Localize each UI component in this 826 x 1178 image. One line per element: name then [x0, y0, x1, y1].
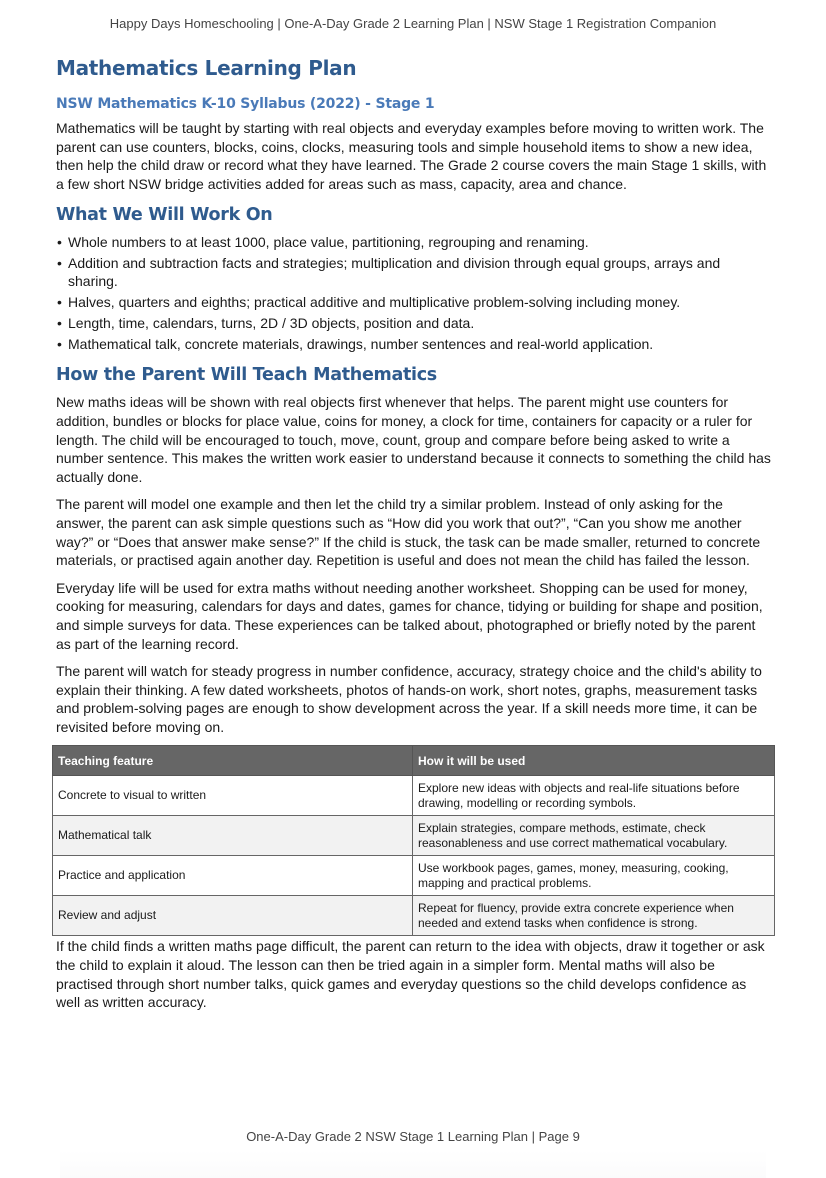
use-cell: Explore new ideas with objects and real-life situations before drawing, modelling or recording symbols.	[413, 776, 775, 816]
teach-paragraph: The parent will watch for steady progress in number confidence, accuracy, strategy choice and the child's ability to explain their thinking. A few dated worksheets, photos of hands-on work, short notes, graphs, measurement tasks and problem-solving pages are enough to show development across the year. If a skill needs more time, it can be revisited before moving on.	[56, 663, 762, 735]
feature-cell: Review and adjust	[53, 896, 413, 936]
intro-paragraph: Mathematics will be taught by starting with real objects and everyday examples before moving to written work. The parent can use counters, blocks, coins, clocks, measuring tools and simple household items to show a new idea, then help the child draw or record what they have learned. The Grade 2 course covers the main Stage 1 skills, with a few short NSW bridge activities added for areas such as mass, capacity, area and chance.	[56, 120, 767, 192]
column-header-feature: Teaching feature	[53, 746, 413, 776]
table-row	[53, 856, 775, 896]
page-header: Happy Days Homeschooling | One-A-Day Grade 2 Learning Plan | NSW Stage 1 Registration Companion	[109, 16, 717, 31]
teach-paragraph: New maths ideas will be shown with real objects first whenever that helps. The parent might use counters for addition, bundles or blocks for place value, coins for money, a clock for time, containers for capacity or a ruler for length. The child will be encouraged to touch, move, count, group and compare before being asked to write a number sentence. This makes the written work easier to understand because it connects to something the child has actually done.	[56, 394, 771, 485]
page-title: Mathematics Learning Plan	[56, 56, 357, 80]
teaching-feature-table	[52, 745, 775, 936]
table-row	[53, 816, 775, 856]
footer-band	[60, 1150, 766, 1178]
use-cell: Explain strategies, compare methods, estimate, check reasonableness and use correct mathematical vocabulary.	[413, 816, 775, 856]
work-on-heading: What We Will Work On	[56, 205, 273, 226]
list-item: • Halves, quarters and eighths; practical additive and multiplicative problem-solving including money.	[56, 293, 772, 311]
page-footer: One-A-Day Grade 2 NSW Stage 1 Learning Plan | Page 9	[246, 1129, 580, 1144]
table-header-row	[53, 746, 775, 776]
column-header-use: How it will be used	[413, 746, 775, 776]
teach-paragraph: The parent will model one example and then let the child try a similar problem. Instead of only asking for the answer, the parent can ask simple questions such as “How did you work that out?”, “Can you show me another way?” or “Does that answer make sense?” If the child is stuck, the task can be made smaller, returned to concrete materials, or practised again another day. Repetition is useful and does not mean the child has failed the lesson.	[56, 496, 761, 569]
list-item: • Addition and subtraction facts and strategies; multiplication and division through equal groups, arrays and sharing.	[56, 254, 772, 290]
page-content	[56, 56, 772, 1021]
list-item: • Length, time, calendars, turns, 2D / 3D objects, position and data.	[56, 314, 772, 332]
syllabus-subtitle: NSW Mathematics K-10 Syllabus (2022) - Stage 1	[56, 96, 435, 112]
table-row	[53, 896, 775, 936]
use-cell: Use workbook pages, games, money, measuring, cooking, mapping and practical problems.	[413, 856, 775, 896]
closing-paragraph: If the child finds a written maths page difficult, the parent can return to the idea with objects, draw it together or ask the child to explain it aloud. The lesson can then be tried again in a simpler form. Mental maths will also be practised through short number talks, quick games and everyday questions so the child develops confidence as well as written accuracy.	[56, 938, 765, 1011]
use-cell: Repeat for fluency, provide extra concrete experience when needed and extend tasks when confidence is strong.	[413, 896, 775, 936]
feature-cell: Practice and application	[53, 856, 413, 896]
feature-cell: Concrete to visual to written	[53, 776, 413, 816]
teach-heading: How the Parent Will Teach Mathematics	[56, 365, 437, 386]
work-on-list	[56, 233, 772, 353]
list-item: • Whole numbers to at least 1000, place value, partitioning, regrouping and renaming.	[56, 233, 772, 251]
list-item: • Mathematical talk, concrete materials, drawings, number sentences and real-world application.	[56, 335, 772, 353]
table-row	[53, 776, 775, 816]
feature-cell: Mathematical talk	[53, 816, 413, 856]
teach-paragraph: Everyday life will be used for extra maths without needing another worksheet. Shopping can be used for money, cooking for measuring, calendars for days and dates, games for chance, tidying or building for shape and position, and simple surveys for data. These experiences can be talked about, photographed or briefly noted by the parent as part of the learning record.	[56, 579, 763, 652]
